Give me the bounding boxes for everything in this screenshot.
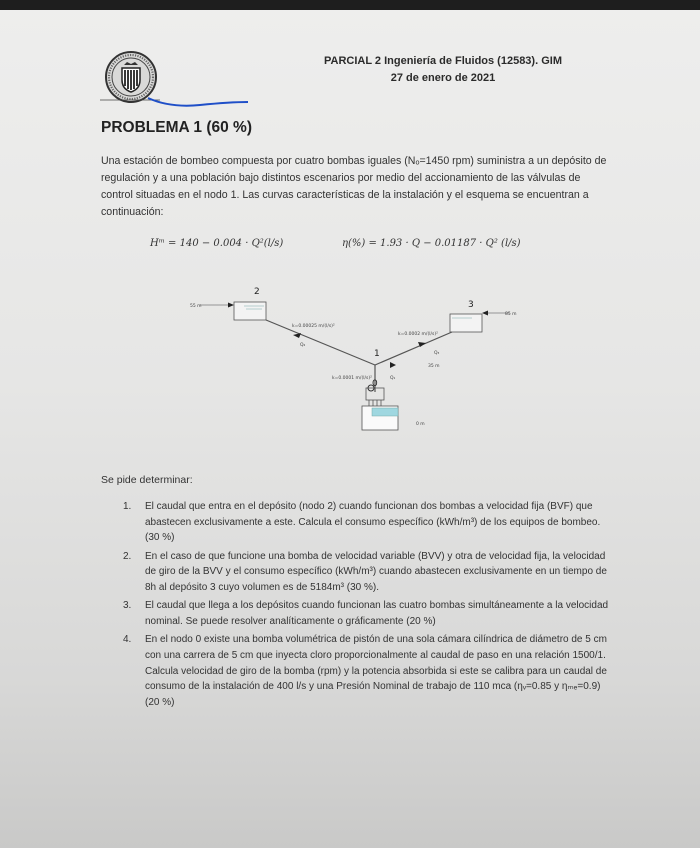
node-0-label: 0	[372, 379, 378, 389]
elevation-left: 55 m	[190, 304, 202, 309]
tank-3	[450, 314, 482, 332]
question-number: 2.	[123, 550, 132, 562]
problem-intro: Una estación de bombeo compuesta por cuatro bombas iguales (Nₒ=1450 rpm) suministra a un depósito de regulación y a una población bajo distintos escenarios por medio del accionamiento de las válvulas de control situadas en el nodo 1. Las curvas características de la instalación y el esquema se encuentran a continuación:	[101, 155, 607, 218]
flow-right-label: Q₃	[434, 351, 440, 356]
node-2-label: 2	[254, 287, 260, 297]
question-item	[120, 499, 610, 546]
pipe-bottom-coefficient: k=0.0001 m/(l/s)²	[332, 376, 372, 381]
elevation-node1: 35 m	[428, 364, 440, 369]
top-dark-edge	[0, 0, 700, 10]
question-text: En el nodo 0 existe una bomba volumétrica de pistón de una sola cámara cilíndrica de diámetro de 5 cm con una carrera de 5 cm que inyecta cloro proporcionalmente al caudal de paso en una relación 1500/1. Calcula velocidad de giro de la bomba (rpm) y la potencia absorbida si este se calibra para un caudal de consumo de la instalación de 400 l/s y una Presión Nominal de trabajo de 110 mca (ηᵥ=0.85 y ηₘₑ=0.9) (20 %)	[145, 634, 607, 708]
question-text: El caudal que llega a los depósitos cuando funcionan las cuatro bombas simultáneamente a la velocidad nominal. Se puede resolver analíticamente o gráficamente (20 %)	[145, 600, 609, 627]
questions-prompt: Se pide determinar:	[101, 474, 193, 486]
hydraulic-scheme-diagram	[180, 280, 520, 440]
pump-station	[362, 385, 398, 430]
flow-bottom-label: Q₁	[390, 376, 396, 381]
question-item	[120, 549, 610, 596]
head-curve-equation: Hᵐ = 140 − 0.004 · Q²(l/s)	[150, 238, 284, 249]
arrow-icon	[390, 362, 396, 368]
university-seal-icon	[104, 50, 158, 104]
pipe-left-coefficient: k=0.00025 m/(l/s)²	[292, 324, 335, 329]
exam-title: PARCIAL 2 Ingeniería de Fluidos (12583). GIM	[324, 55, 562, 67]
question-number: 4.	[123, 634, 132, 646]
node-1-label: 1	[374, 349, 380, 359]
elevation-right: 85 m	[505, 312, 517, 317]
question-item	[120, 598, 610, 629]
questions-list	[120, 499, 610, 713]
question-item	[120, 632, 610, 711]
question-text: En el caso de que funcione una bomba de velocidad variable (BVV) y otra de velocidad fija, la velocidad de giro de la BVV y el consumo específico (kWh/m³) cuando abastecen exclusivamente en un tiempo de 8h al depósito 3 cuyo volumen es de 5184m³ (30 %).	[145, 550, 607, 594]
question-number: 3.	[123, 600, 132, 612]
pipe-right-coefficient: k=0.0002 m/(l/s)²	[398, 332, 438, 337]
node-3-label: 3	[468, 300, 474, 310]
elevation-bottom: 0 m	[416, 422, 425, 427]
arrow-icon	[293, 333, 301, 338]
question-text: El caudal que entra en el depósito (nodo 2) cuando funcionan dos bombas a velocidad fija (BVF) que abastecen exclusivamente a este. Calcula el consumo específico (kWh/m³) de los equipos de bombeo. (30 %)	[145, 501, 601, 544]
exam-date: 27 de enero de 2021	[390, 72, 496, 84]
question-number: 1.	[123, 501, 132, 512]
tank-2	[234, 302, 266, 320]
efficiency-curve-equation: η(%) = 1.93 · Q − 0.01187 · Q² (l/s)	[342, 238, 521, 249]
arrow-icon	[228, 303, 234, 308]
arrow-icon	[482, 311, 488, 316]
pen-underline	[100, 97, 250, 111]
flow-left-label: Q₂	[300, 343, 306, 348]
problem-title: PROBLEMA 1 (60 %)	[101, 119, 253, 136]
